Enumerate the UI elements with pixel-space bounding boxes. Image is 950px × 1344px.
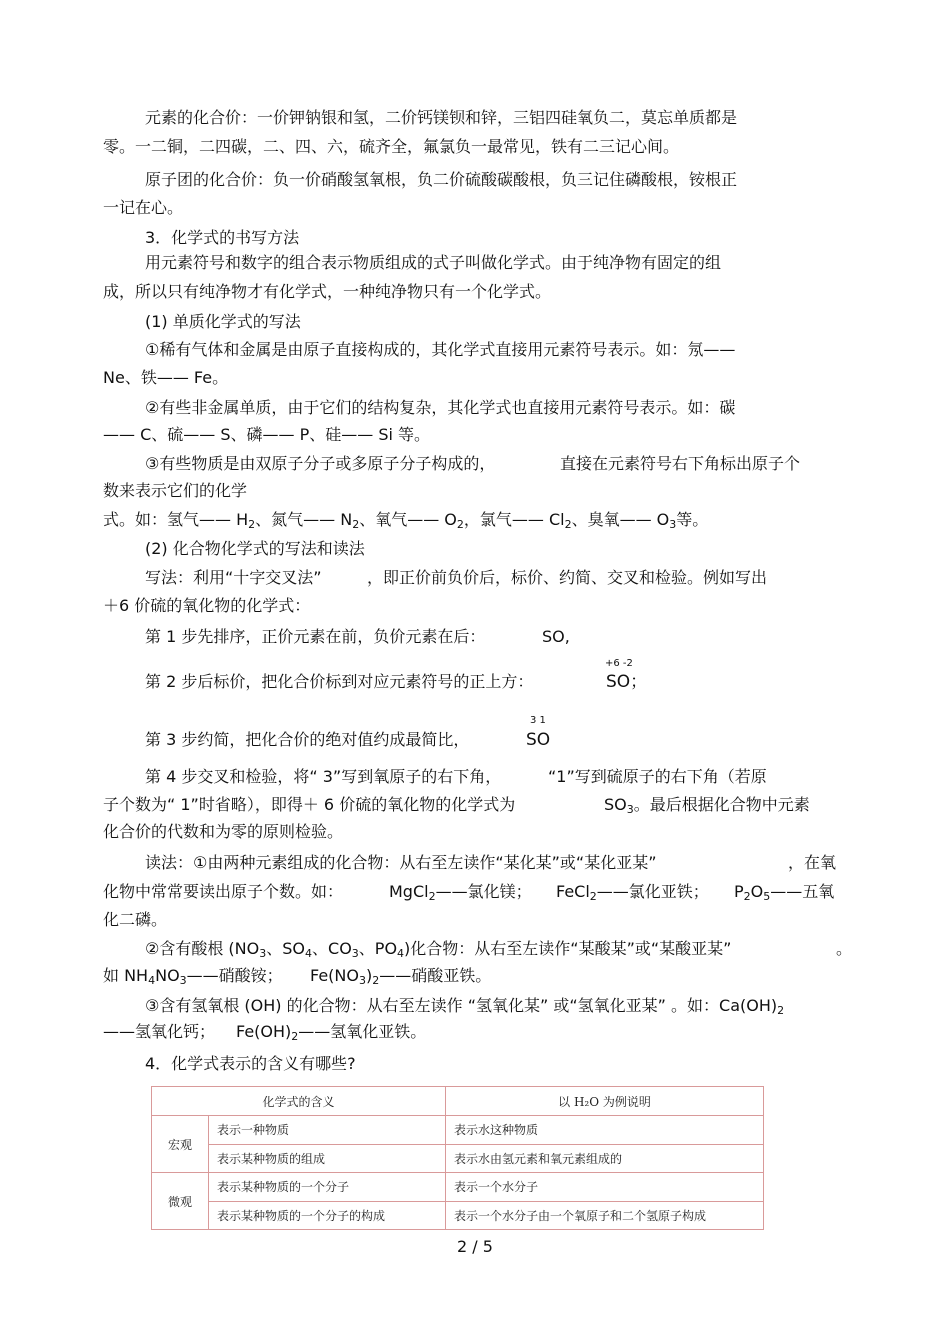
text-line <box>145 939 731 959</box>
table-row <box>152 1201 764 1230</box>
table-row <box>152 1173 764 1202</box>
text-line: 原子团的化合价：负一价硝酸氢氧根，负二价硫酸碳酸根，负三记住磷酸根，铵根正 <box>145 170 738 189</box>
text-span: 、CO <box>312 939 352 958</box>
formula: SO <box>526 730 551 750</box>
text-span: ) <box>365 966 373 985</box>
valence-marks: 3 1 <box>530 715 546 726</box>
table-cell: 表示某种物质的一个分子的构成 <box>209 1201 446 1230</box>
text-span: ③含有氢氧根 (OH) 的化合物：从右至左读作 “氢氧化某” 或“氢氧化亚某” 。如：Ca(OH) <box>145 996 778 1015</box>
subscript: 2 <box>372 974 380 987</box>
text-line: ②有些非金属单质，由于它们的结构复杂，其化学式也直接用元素符号表示。如：碳 <box>145 398 736 417</box>
subscript: 2 <box>564 518 572 531</box>
subscript: 3 <box>351 947 359 960</box>
text-span: 如 NH <box>103 966 149 985</box>
section-heading: 3．化学式的书写方法 <box>145 228 300 247</box>
formula: P <box>734 882 744 901</box>
text-line: ——氢氧化钙； <box>103 1022 216 1041</box>
table-row <box>152 1144 764 1173</box>
subscript: 2 <box>456 518 464 531</box>
text-span: 等。 <box>676 510 709 529</box>
table-cell: 表示某种物质的组成 <box>209 1144 446 1173</box>
subscript: 2 <box>248 518 256 531</box>
text-line <box>236 1022 426 1042</box>
subscript: 4 <box>148 974 156 987</box>
text-span: ——氯化镁； <box>435 882 532 901</box>
text-span: ②含有酸根 (NO <box>145 939 260 958</box>
text-span: ——氯化亚铁； <box>596 882 709 901</box>
table-cell: 表示一个水分子 <box>446 1173 764 1202</box>
text-span: 、PO <box>358 939 398 958</box>
text-line: 子个数为“ 1”时省略），即得＋ 6 价硫的氧化物的化学式为 <box>103 795 516 814</box>
text-line: “1”写到硫原子的右下角（若原 <box>548 767 767 786</box>
text-line: 读法：①由两种元素组成的化合物：从右至左读作“某化某”或“某化亚某” <box>145 853 657 872</box>
formula-meaning-table <box>151 1086 764 1230</box>
subscript: 2 <box>291 1030 299 1043</box>
text-line: 。 <box>836 939 853 958</box>
subscript: 2 <box>589 890 597 903</box>
text-span: ③有些物质是由双原子分子或多原子分子构成的， <box>145 454 496 473</box>
subscript: 3 <box>259 947 267 960</box>
table-cell: 表示一个水分子由一个氧原子和二个氢原子构成 <box>446 1201 764 1230</box>
table-header-row <box>152 1087 764 1116</box>
formula: SO； <box>606 672 648 692</box>
text-line <box>389 882 532 902</box>
text-line <box>145 996 784 1016</box>
formula: MgCl <box>389 882 429 901</box>
subscript: 3 <box>626 803 634 816</box>
step-line: 第 2 步后标价，把化合价标到对应元素符号的正上方： <box>145 672 534 691</box>
page-number: 2 / 5 <box>457 1237 493 1256</box>
table-cell: 表示水这种物质 <box>446 1116 764 1145</box>
text-line <box>145 454 495 474</box>
table-header-cell: 以 H₂O 为例说明 <box>446 1087 764 1116</box>
valence-marks: +6 -2 <box>605 658 633 669</box>
formula: Fe(NO <box>310 966 359 985</box>
subscript: 4 <box>397 947 405 960</box>
subscript: 3 <box>179 974 187 987</box>
step-line: 第 3 步约简，把化合价的绝对值约成最简比， <box>145 730 470 749</box>
table-category-cell: 宏观 <box>152 1116 209 1173</box>
table-cell: 表示一种物质 <box>209 1116 446 1145</box>
formula: Fe(OH) <box>236 1022 292 1041</box>
text-span: 式。如：氢气—— H <box>103 510 249 529</box>
text-span: 、臭氧—— O <box>571 510 670 529</box>
text-line: 直接在元素符号右下角标出原子个 <box>560 454 801 473</box>
text-line: ，即正价前负价后，标价、约简、交叉和检验。例如写出 <box>367 568 768 587</box>
text-line: 一记在心。 <box>103 198 184 217</box>
text-line: ，在氧 <box>788 853 837 872</box>
subscript: 2 <box>777 1004 785 1017</box>
subscript: 2 <box>743 890 751 903</box>
text-line <box>310 966 491 986</box>
step-line: 第 1 步先排序，正价元素在前，负价元素在后： <box>145 627 486 646</box>
step-line: 第 4 步交叉和检验，将“ 3”写到氧原子的右下角， <box>145 767 502 786</box>
sub-heading: (2) 化合物化学式的写法和读法 <box>145 539 365 558</box>
text-line <box>604 795 810 815</box>
subscript: 3 <box>669 518 677 531</box>
text-line: Ne、铁—— Fe。 <box>103 368 229 387</box>
text-span: 、SO <box>266 939 306 958</box>
formula: O <box>750 882 764 901</box>
sub-heading: (1) 单质化学式的写法 <box>145 312 301 331</box>
text-span: ——五氧 <box>770 882 835 901</box>
subscript: 4 <box>305 947 313 960</box>
text-line: 零。一二铜，二四碳，二、四、六，硫齐全，氟氯负一最常见，铁有二三记心间。 <box>103 137 680 156</box>
section-heading: 4．化学式表示的含义有哪些? <box>145 1054 356 1073</box>
text-line: ＋6 价硫的氧化物的化学式： <box>103 596 311 615</box>
text-span: ——氢氧化亚铁。 <box>298 1022 427 1041</box>
text-span: 。最后根据化合物中元素 <box>633 795 810 814</box>
text-line <box>556 882 709 902</box>
text-span: ——硝酸亚铁。 <box>379 966 492 985</box>
text-span: ，氯气—— Cl <box>463 510 565 529</box>
text-line <box>734 882 834 902</box>
text-line: 数来表示它们的化学 <box>103 481 248 500</box>
text-line: 化二磷。 <box>103 910 168 929</box>
table-header-cell: 化学式的含义 <box>152 1087 446 1116</box>
text-line <box>103 510 708 530</box>
text-span: ——硝酸铵； <box>186 966 283 985</box>
text-line <box>103 966 283 986</box>
formula: SO, <box>542 627 570 646</box>
subscript: 3 <box>358 974 366 987</box>
text-line: 元素的化合价：一价钾钠银和氢，二价钙镁钡和锌，三铝四硅氧负二，莫忘单质都是 <box>145 108 738 127</box>
table-cell: 表示水由氢元素和氧元素组成的 <box>446 1144 764 1173</box>
text-line: 写法：利用“十字交叉法” <box>145 568 322 587</box>
table-row <box>152 1116 764 1145</box>
subscript: 2 <box>428 890 436 903</box>
text-line: 成，所以只有纯净物才有化学式，一种纯净物只有一个化学式。 <box>103 282 552 301</box>
text-line: —— C、硫—— S、磷—— P、硅—— Si 等。 <box>103 425 431 444</box>
text-line: 化物中常常要读出原子个数。如： <box>103 882 344 901</box>
formula: SO <box>604 795 627 814</box>
text-line: ①稀有气体和金属是由原子直接构成的，其化学式直接用元素符号表示。如：氖—— <box>145 340 736 359</box>
table-category-cell: 微观 <box>152 1173 209 1230</box>
text-span: )化合物：从右至左读作“某酸某”或“某酸亚某” <box>404 939 732 958</box>
text-line: 化合价的代数和为零的原则检验。 <box>103 822 344 841</box>
subscript: 2 <box>352 518 360 531</box>
subscript: 5 <box>763 890 771 903</box>
text-span: NO <box>155 966 180 985</box>
table-cell: 表示某种物质的一个分子 <box>209 1173 446 1202</box>
text-span: 、氮气—— N <box>255 510 353 529</box>
formula: FeCl <box>556 882 590 901</box>
text-line: 用元素符号和数字的组合表示物质组成的式子叫做化学式。由于纯净物有固定的组 <box>145 253 722 272</box>
text-span: 、氧气—— O <box>359 510 457 529</box>
